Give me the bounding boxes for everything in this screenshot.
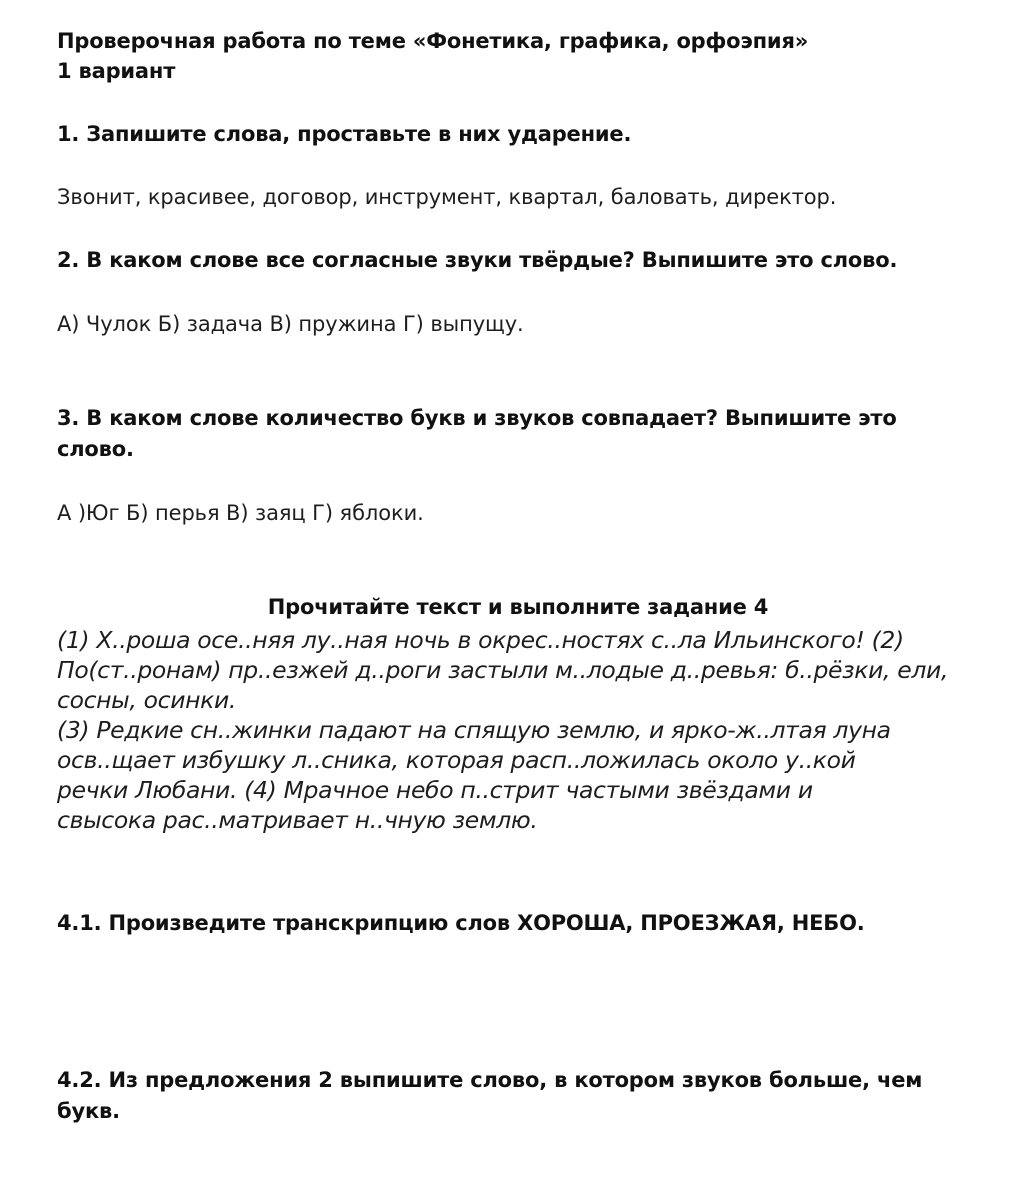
- reading-heading: Прочитайте текст и выполните задание 4: [267, 595, 769, 619]
- task-4-1-question: 4.1. Произведите транскрипцию слов ХОРОША, ПРОЕЗЖАЯ, НЕБО.: [57, 911, 865, 935]
- reading-line-2: По(ст..ронам) пр..езжей д..роги застыли м..лодые д..ревья: б..рёзки, ели,: [57, 656, 949, 684]
- task-3-options: А )Юг Б) перья В) заяц Г) яблоки.: [57, 501, 424, 525]
- reading-line-5: осв..щает избушку л..сника, которая расп..ложилась около у..кой: [57, 746, 856, 774]
- task-2-question: 2. В каком слове все согласные звуки твёрдые? Выпишите это слово.: [57, 248, 898, 272]
- reading-line-1: (1) Х..роша осе..няя лу..ная ночь в окрес..ностях с..ла Ильинского! (2): [57, 626, 904, 654]
- reading-line-7: свысока рас..матривает н..чную землю.: [57, 806, 538, 834]
- task-4-2-question-line-2: букв.: [57, 1099, 120, 1123]
- reading-line-3: сосны, осинки.: [57, 686, 237, 714]
- task-3-question-line-1: 3. В каком слове количество букв и звуков совпадает? Выпишите это: [57, 406, 897, 430]
- reading-line-4: (3) Редкие сн..жинки падают на спящую землю, и ярко-ж..лтая луна: [57, 716, 891, 744]
- variant-label: 1 вариант: [57, 59, 176, 83]
- reading-line-6: речки Любани. (4) Мрачное небо п..стрит частыми звёздами и: [57, 776, 813, 804]
- task-3-question-line-2: слово.: [57, 437, 134, 461]
- task-1-question: 1. Запишите слова, проставьте в них ударение.: [57, 122, 632, 146]
- task-1-words: Звонит, красивее, договор, инструмент, квартал, баловать, директор.: [57, 185, 837, 209]
- page-title: Проверочная работа по теме «Фонетика, графика, орфоэпия»: [57, 29, 809, 53]
- task-4-2-question-line-1: 4.2. Из предложения 2 выпишите слово, в котором звуков больше, чем: [57, 1068, 923, 1092]
- task-2-options: А) Чулок Б) задача В) пружина Г) выпущу.: [57, 312, 524, 336]
